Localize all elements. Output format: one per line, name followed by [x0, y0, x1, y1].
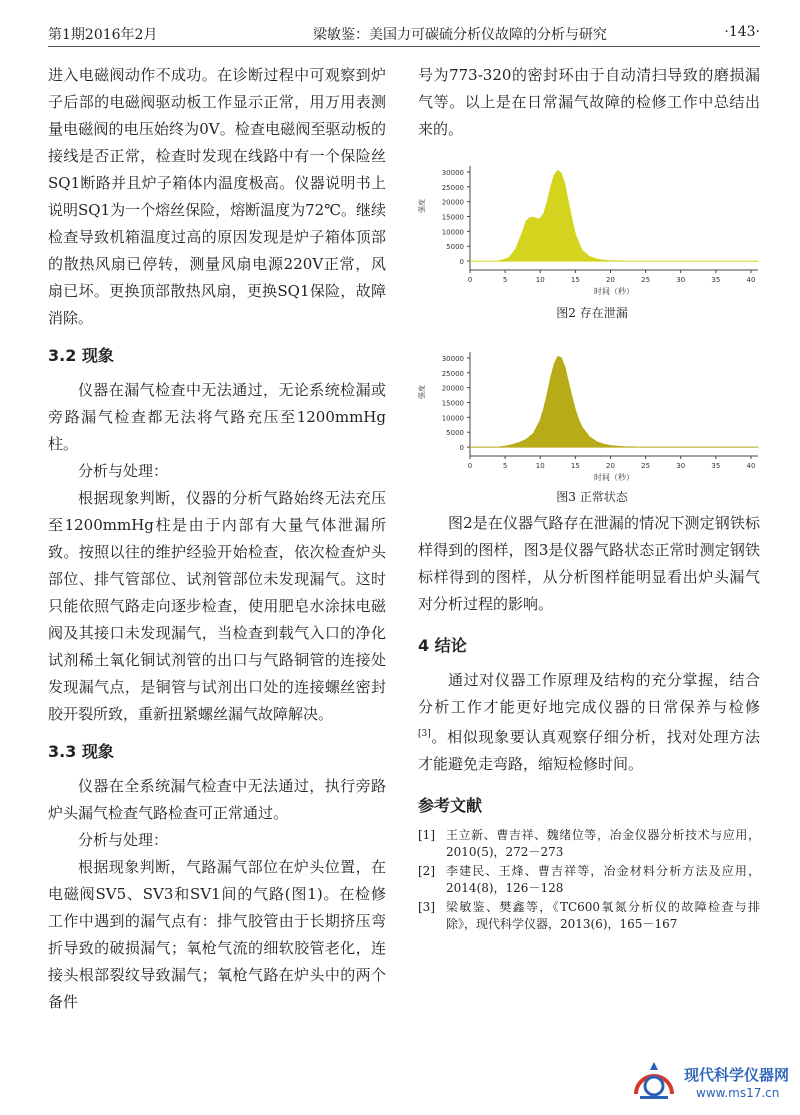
paragraph: 根据现象判断，气路漏气部位在炉头位置，在电磁阀SV5、SV3和SV1间的气路(图1)。在检修工作中遇到的漏气点有：排气胶管由于长期挤压弯折导致的破损漏气；氧枪气流的细软胶管老化，连接头根部裂纹导致漏气；氧枪气路在炉头中的两个备件: [48, 858, 386, 1011]
reference-item: [418, 827, 760, 861]
y-tick-label: 30000: [441, 354, 464, 363]
watermark-logo: [626, 1058, 796, 1108]
y-tick-label: 15000: [441, 213, 464, 222]
y-tick-label: 5000: [446, 243, 464, 252]
x-tick-label: 20: [606, 462, 615, 470]
section-heading-3-2: 3.2 现象: [48, 346, 114, 365]
x-tick-label: 40: [746, 462, 756, 470]
running-header: [48, 22, 760, 46]
page-number: ·143·: [724, 24, 760, 40]
y-tick-label: 30000: [441, 168, 464, 177]
x-tick-label: 0: [467, 276, 473, 284]
y-tick-label: 0: [459, 444, 464, 453]
subheading: 分析与处理：: [78, 462, 169, 480]
y-tick-label: 0: [459, 258, 464, 267]
x-tick-label: 30: [676, 462, 686, 470]
figure-3-caption: 图3 正常状态: [556, 490, 628, 504]
y-tick-label: 20000: [441, 198, 464, 207]
y-tick-label: 15000: [441, 399, 464, 408]
running-title: 梁敏鉴：美国力可碳硫分析仪故障的分析与研究: [313, 27, 607, 43]
x-tick-label: 10: [535, 462, 545, 470]
paragraph: 进入电磁阀动作不成功。在诊断过程中可观察到炉子后部的电磁阀驱动板工作显示正常，用万用表测量电磁阀的电压始终为0V。检查电磁阀至驱动板的接线是否正常，检查时发现在线路中有一个保险丝SQ1断路并且炉子箱体内温度极高。仪器说明书上说明SQ1为一个熔丝保险，熔断温度为72℃。继续检查导致机箱温度过高的原因发现是炉子箱体顶部的散热风扇已停转，测量风扇电源220V正常，风扇已坏。更换顶部散热风扇，更换SQ1保险，故障消除。: [48, 66, 386, 327]
x-tick-label: 5: [502, 276, 508, 284]
logo-url: www.ms17.cn: [696, 1086, 780, 1100]
x-tick-label: 15: [570, 276, 580, 284]
reference-list: [418, 827, 760, 933]
logo-text: 现代科学仪器网: [684, 1066, 790, 1084]
x-tick-label: 25: [641, 276, 651, 284]
x-tick-label: 30: [676, 276, 686, 284]
header-rule: [48, 46, 760, 47]
signal-area: [470, 171, 758, 262]
logo-icon: [626, 1058, 682, 1106]
paragraph: 根据现象判断，仪器的分析气路始终无法充压至1200mmHg柱是由于内部有大量气体泄漏所致。按照以往的维护经验开始检查，依次检查炉头部位、排气管部位、试剂管部位未发现漏气。这时只能依照气路走向逐步检查，使用肥皂水涂抹电磁阀及其接口未发现漏气，当检查到载气入口的净化试剂稀土氧化铜试剂管的出口与气路铜管的连接处发现漏气点，是铜管与试剂出口处的连接螺丝密封胶开裂所致，重新扭紧螺丝漏气故障解决。: [48, 489, 386, 723]
reference-text: 梁敏鉴、樊鑫等，《TC600氧氮分析仪的故障检查与排除》，现代科学仪器，2013(6)，165－167: [446, 900, 760, 931]
section-heading-4: 4 结论: [418, 636, 467, 655]
right-column-top: [418, 62, 760, 143]
x-tick-label: 5: [502, 462, 508, 470]
paragraph: 号为773-320的密封环由于自动清扫导致的磨损漏气等。以上是在日常漏气故障的检修工作中总结出来的。: [418, 66, 760, 138]
subheading: 分析与处理：: [78, 831, 169, 849]
x-tick-label: 40: [746, 276, 756, 284]
reference-item: [418, 899, 760, 933]
issue-info: 第1期2016年2月: [48, 27, 158, 43]
signal-area: [470, 357, 758, 448]
y-tick-label: 5000: [446, 429, 464, 438]
x-axis-label: 时间（秒）: [594, 287, 634, 296]
y-tick-label: 10000: [441, 228, 464, 237]
figure-2-chart: [412, 158, 772, 298]
y-tick-label: 20000: [441, 384, 464, 393]
y-axis-label: 强度: [418, 199, 426, 213]
x-tick-label: 0: [467, 462, 473, 470]
y-tick-label: 25000: [441, 183, 464, 192]
reference-item: [418, 863, 760, 897]
conclusion-paragraph: [418, 667, 760, 778]
y-tick-label: 10000: [441, 414, 464, 423]
x-tick-label: 20: [606, 276, 615, 284]
paragraph: 图2是在仪器气路存在泄漏的情况下测定钢铁标样得到的图样，图3是仪器气路状态正常时测定钢铁标样得到的图样，从分析图样能明显看出炉头漏气对分析过程的影响。: [418, 514, 760, 613]
x-tick-label: 35: [711, 276, 721, 284]
y-tick-label: 25000: [441, 369, 464, 378]
x-tick-label: 15: [570, 462, 580, 470]
figure-3-chart: [412, 344, 772, 484]
reference-text: 李建民、王烽、曹吉祥等，冶金材料分析方法及应用，2014(8)，126－128: [446, 864, 760, 895]
x-tick-label: 35: [711, 462, 721, 470]
reference-text: 王立新、曹吉祥、魏绪位等，冶金仪器分析技术与应用，2010(5)，272－273: [446, 828, 760, 859]
reference-number: [1]: [418, 828, 435, 842]
left-column: [48, 62, 386, 1016]
paragraph: 仪器在漏气检查中无法通过，无论系统检漏或旁路漏气检查都无法将气路充压至1200mmHg柱。: [48, 381, 386, 453]
figure-2-caption: 图2 存在泄漏: [556, 306, 628, 320]
references-heading: 参考文献: [418, 796, 483, 815]
paragraph: 仪器在全系统漏气检查中无法通过，执行旁路炉头漏气检查气路检查可正常通过。: [48, 777, 386, 822]
reference-number: [2]: [418, 864, 435, 878]
x-axis-label: 时间（秒）: [594, 473, 634, 482]
right-column-bottom: [418, 510, 760, 935]
citation-3: [3]: [418, 729, 431, 739]
reference-number: [3]: [418, 900, 435, 914]
section-heading-3-3: 3.3 现象: [48, 742, 114, 761]
y-axis-label: 强度: [418, 385, 426, 399]
conclusion-text: 通过对仪器工作原理及结构的充分掌握，结合分析工作才能更好地完成仪器的日常保养与检修: [418, 671, 760, 716]
x-tick-label: 25: [641, 462, 651, 470]
conclusion-text-tail: 。相似现象要认真观察仔细分析，找对处理方法才能避免走弯路，缩短检修时间。: [418, 728, 760, 773]
x-tick-label: 10: [535, 276, 545, 284]
